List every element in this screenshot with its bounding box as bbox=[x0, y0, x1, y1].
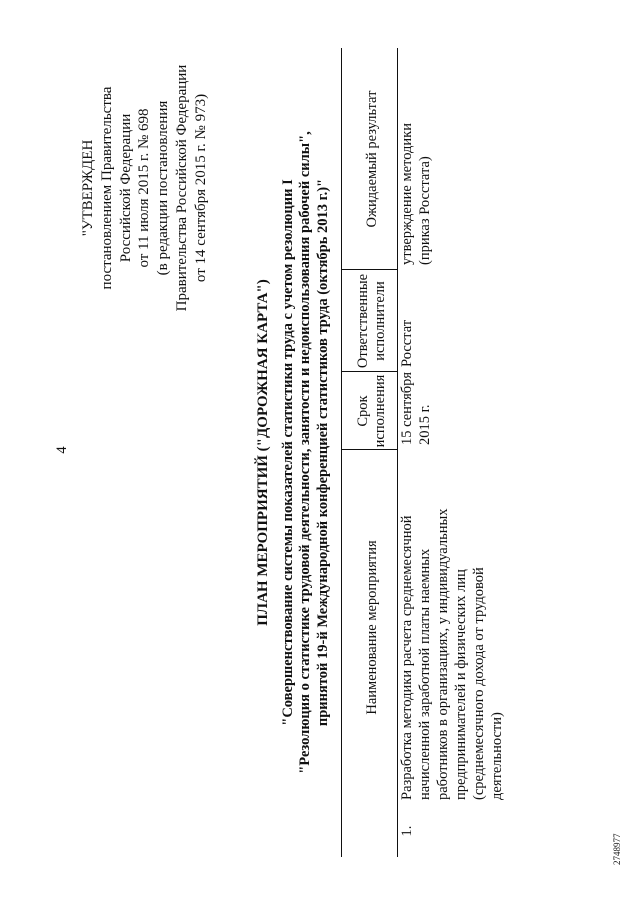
row-name-line: (среднемесячного дохода от трудовой bbox=[471, 567, 487, 800]
subtitle-line: "Совершенствование системы показателей статистики труда с учетом резолюции I bbox=[279, 179, 296, 726]
document-code: 2748977 bbox=[612, 833, 622, 865]
row-deadline-cell bbox=[398, 373, 434, 445]
page-number: 4 bbox=[54, 446, 70, 454]
row-result-line: утверждение методики bbox=[399, 123, 415, 265]
header-name: Наименование мероприятия bbox=[363, 540, 380, 715]
row-name-line: начисленной заработной платы наемных bbox=[417, 548, 433, 800]
approval-line: от 11 июля 2015 г. № 698 bbox=[136, 108, 153, 268]
approval-line: постановлением Правительства bbox=[98, 86, 115, 290]
header-result: Ожидаемый результат bbox=[363, 90, 380, 228]
approval-line: Российской Федерации bbox=[117, 113, 134, 263]
row-name-cell bbox=[398, 455, 506, 800]
row-name-line: предпринимателей и физических лиц bbox=[453, 569, 469, 800]
document-subtitle bbox=[280, 0, 333, 905]
approval-line: Правительства Российской Федерации bbox=[173, 64, 190, 312]
approval-line: от 14 сентября 2015 г. № 973) bbox=[192, 93, 209, 283]
row-name-line: деятельности) bbox=[489, 712, 505, 800]
approval-block bbox=[79, 53, 211, 323]
header-deadline: Срок исполнения bbox=[355, 374, 388, 448]
row-deadline-line: 2015 г. bbox=[417, 404, 433, 445]
document-title: ПЛАН МЕРОПРИЯТИЙ ("ДОРОЖНАЯ КАРТА") bbox=[255, 279, 271, 626]
subtitle-line: "Резолюция о статистике трудовой деятельности, занятости и недоиспользования рабочей силы", bbox=[297, 131, 313, 774]
row-responsible-cell: Росстат bbox=[399, 319, 415, 367]
row-name-line: работников в организациях, у индивидуальных bbox=[435, 508, 451, 800]
header-responsible: Ответственные исполнители bbox=[355, 273, 388, 369]
row-name-line: Разработка методики расчета среднемесячной bbox=[399, 515, 415, 800]
approval-line: (в редакции постановления bbox=[155, 100, 172, 276]
row-result-cell bbox=[398, 50, 434, 265]
approval-line: "УТВЕРЖДЕН bbox=[80, 139, 96, 237]
subtitle-line: принятой 19-й Международной конференцией статистиков труда (октябрь 2013 г.)" bbox=[314, 178, 331, 727]
row-number: 1. bbox=[399, 825, 415, 837]
row-result-line: (приказ Росстата) bbox=[417, 156, 433, 265]
row-deadline-line: 15 сентября bbox=[399, 371, 415, 445]
